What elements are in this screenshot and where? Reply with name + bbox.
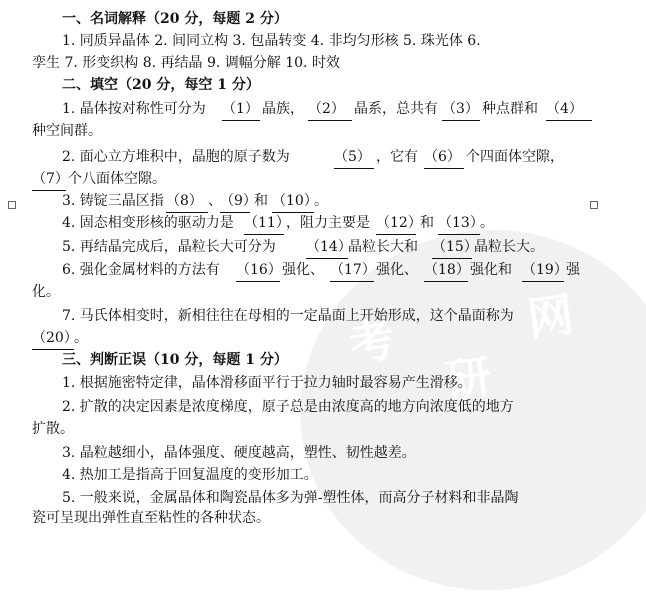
question-line [0, 259, 646, 281]
blank-15: （15） [432, 236, 472, 259]
q2-text: ，它有 [376, 149, 418, 165]
q3-text: 。 [314, 193, 328, 209]
statement-line [0, 372, 646, 394]
term-list-line2: 孪生 7. 形变织构 8. 再结晶 9. 调幅分解 10. 时效 [32, 55, 340, 71]
blank-2: （2） [308, 98, 352, 121]
q5-text: 5. 再结晶完成后，晶粒长大可分为 [62, 239, 276, 255]
q6-text: 化。 [32, 284, 60, 300]
q1-text: 晶族， [262, 101, 304, 117]
section2-heading: 二、填空（20 分，每空 1 分） [62, 77, 260, 93]
q1-text: 1. 晶体按对称性可分为 [62, 101, 206, 117]
q4-text: 。 [480, 215, 494, 231]
question-line [0, 98, 646, 120]
statement-line [0, 442, 646, 464]
section1-heading: 一、名词解释（20 分，每题 2 分） [62, 11, 288, 27]
term-line [0, 30, 646, 52]
question-line [0, 120, 646, 142]
q5-text: 晶粒长大。 [474, 239, 544, 255]
question-line [0, 236, 646, 258]
q6-text: 强化和 [470, 262, 512, 278]
statement-4: 4. 热加工是指高于回复温度的变形加工。 [62, 467, 318, 483]
blank-14: （14） [306, 236, 348, 259]
q6-text: 强化、 [282, 262, 324, 278]
blank-16: （16） [236, 259, 280, 282]
blank-20: （20） [32, 327, 74, 350]
blank-18: （18） [424, 259, 468, 282]
blank-19: （19） [522, 259, 564, 282]
blank-12: （12） [376, 212, 416, 235]
blank-11: （11） [244, 212, 284, 235]
question-line [0, 190, 646, 212]
section-heading [0, 8, 646, 30]
statement-line [0, 396, 646, 418]
q7-text: 。 [74, 330, 88, 346]
section3-heading: 三、判断正误（10 分，每题 1 分） [62, 352, 288, 368]
watermark-seal: 考 研 网 [277, 205, 646, 614]
statement-line [0, 487, 646, 509]
statement-line [0, 464, 646, 486]
q4-text: 和 [420, 215, 434, 231]
q7-text: 7. 马氏体相变时，新相往往在母相的一定晶面上开始形成，这个晶面称为 [62, 308, 514, 324]
blank-13: （13） [438, 212, 480, 235]
q1-text: 种空间群。 [32, 123, 102, 139]
q4-text: ，阻力主要是 [286, 215, 370, 231]
q5-text: 晶粒长大和 [348, 239, 418, 255]
question-line [0, 146, 646, 168]
q1-text: 种点群和 [482, 101, 538, 117]
section-heading [0, 349, 646, 371]
q6-text: 强 [566, 262, 580, 278]
question-line [0, 212, 646, 234]
q3-text: 3. 铸锭三晶区指 [62, 193, 164, 209]
blank-17: （17） [330, 259, 374, 282]
q4-text: 4. 固态相变形核的驱动力是 [62, 215, 234, 231]
blank-7: （7） [32, 168, 66, 191]
q6-text: 6. 强化金属材料的方法有 [62, 262, 220, 278]
term-line [0, 52, 646, 74]
blank-1: （1） [222, 98, 260, 121]
statement-2: 2. 扩散的决定因素是浓度梯度，原子总是由浓度高的地方向浓度低的地方 [62, 399, 514, 415]
statement-2-cont: 扩散。 [32, 421, 74, 437]
q3-text: 和 [254, 193, 268, 209]
statement-1: 1. 根据施密特定律，晶体滑移面平行于拉力轴时最容易产生滑移。 [62, 375, 472, 391]
blank-6: （6） [424, 146, 464, 169]
section-heading [0, 74, 646, 96]
q2-text: 个四面体空隙， [466, 149, 564, 165]
blank-8: （8） [166, 190, 208, 213]
blank-3: （3） [442, 98, 480, 121]
question-line [0, 281, 646, 303]
statement-3: 3. 晶粒越细小，晶体强度、硬度越高，塑性、韧性越差。 [62, 445, 416, 461]
q3-text: 、 [208, 193, 222, 209]
blank-9: （9） [220, 190, 250, 213]
q6-text: 强化、 [376, 262, 418, 278]
blank-10: （10） [272, 190, 314, 213]
blank-4: （4） [546, 98, 592, 121]
question-line [0, 327, 646, 349]
question-line [0, 168, 646, 190]
question-line [0, 305, 646, 327]
q1-text: 晶系，总共有 [354, 101, 438, 117]
statement-5-cont: 瓷可呈现出弹性直至粘性的各种状态。 [32, 510, 270, 526]
statement-5: 5. 一般来说，金属晶体和陶瓷晶体多为弹-塑性体，而高分子材料和非晶陶 [62, 490, 519, 506]
statement-line [0, 507, 646, 529]
term-list-line1: 1. 同质异晶体 2. 间同立构 3. 包晶转变 4. 非均匀形核 5. 珠光体 6. [62, 33, 481, 49]
statement-line [0, 418, 646, 440]
blank-5: （5） [334, 146, 374, 169]
q2-text: 个八面体空隙。 [68, 171, 166, 187]
q2-text: 2. 面心立方堆积中，晶胞的原子数为 [62, 149, 290, 165]
